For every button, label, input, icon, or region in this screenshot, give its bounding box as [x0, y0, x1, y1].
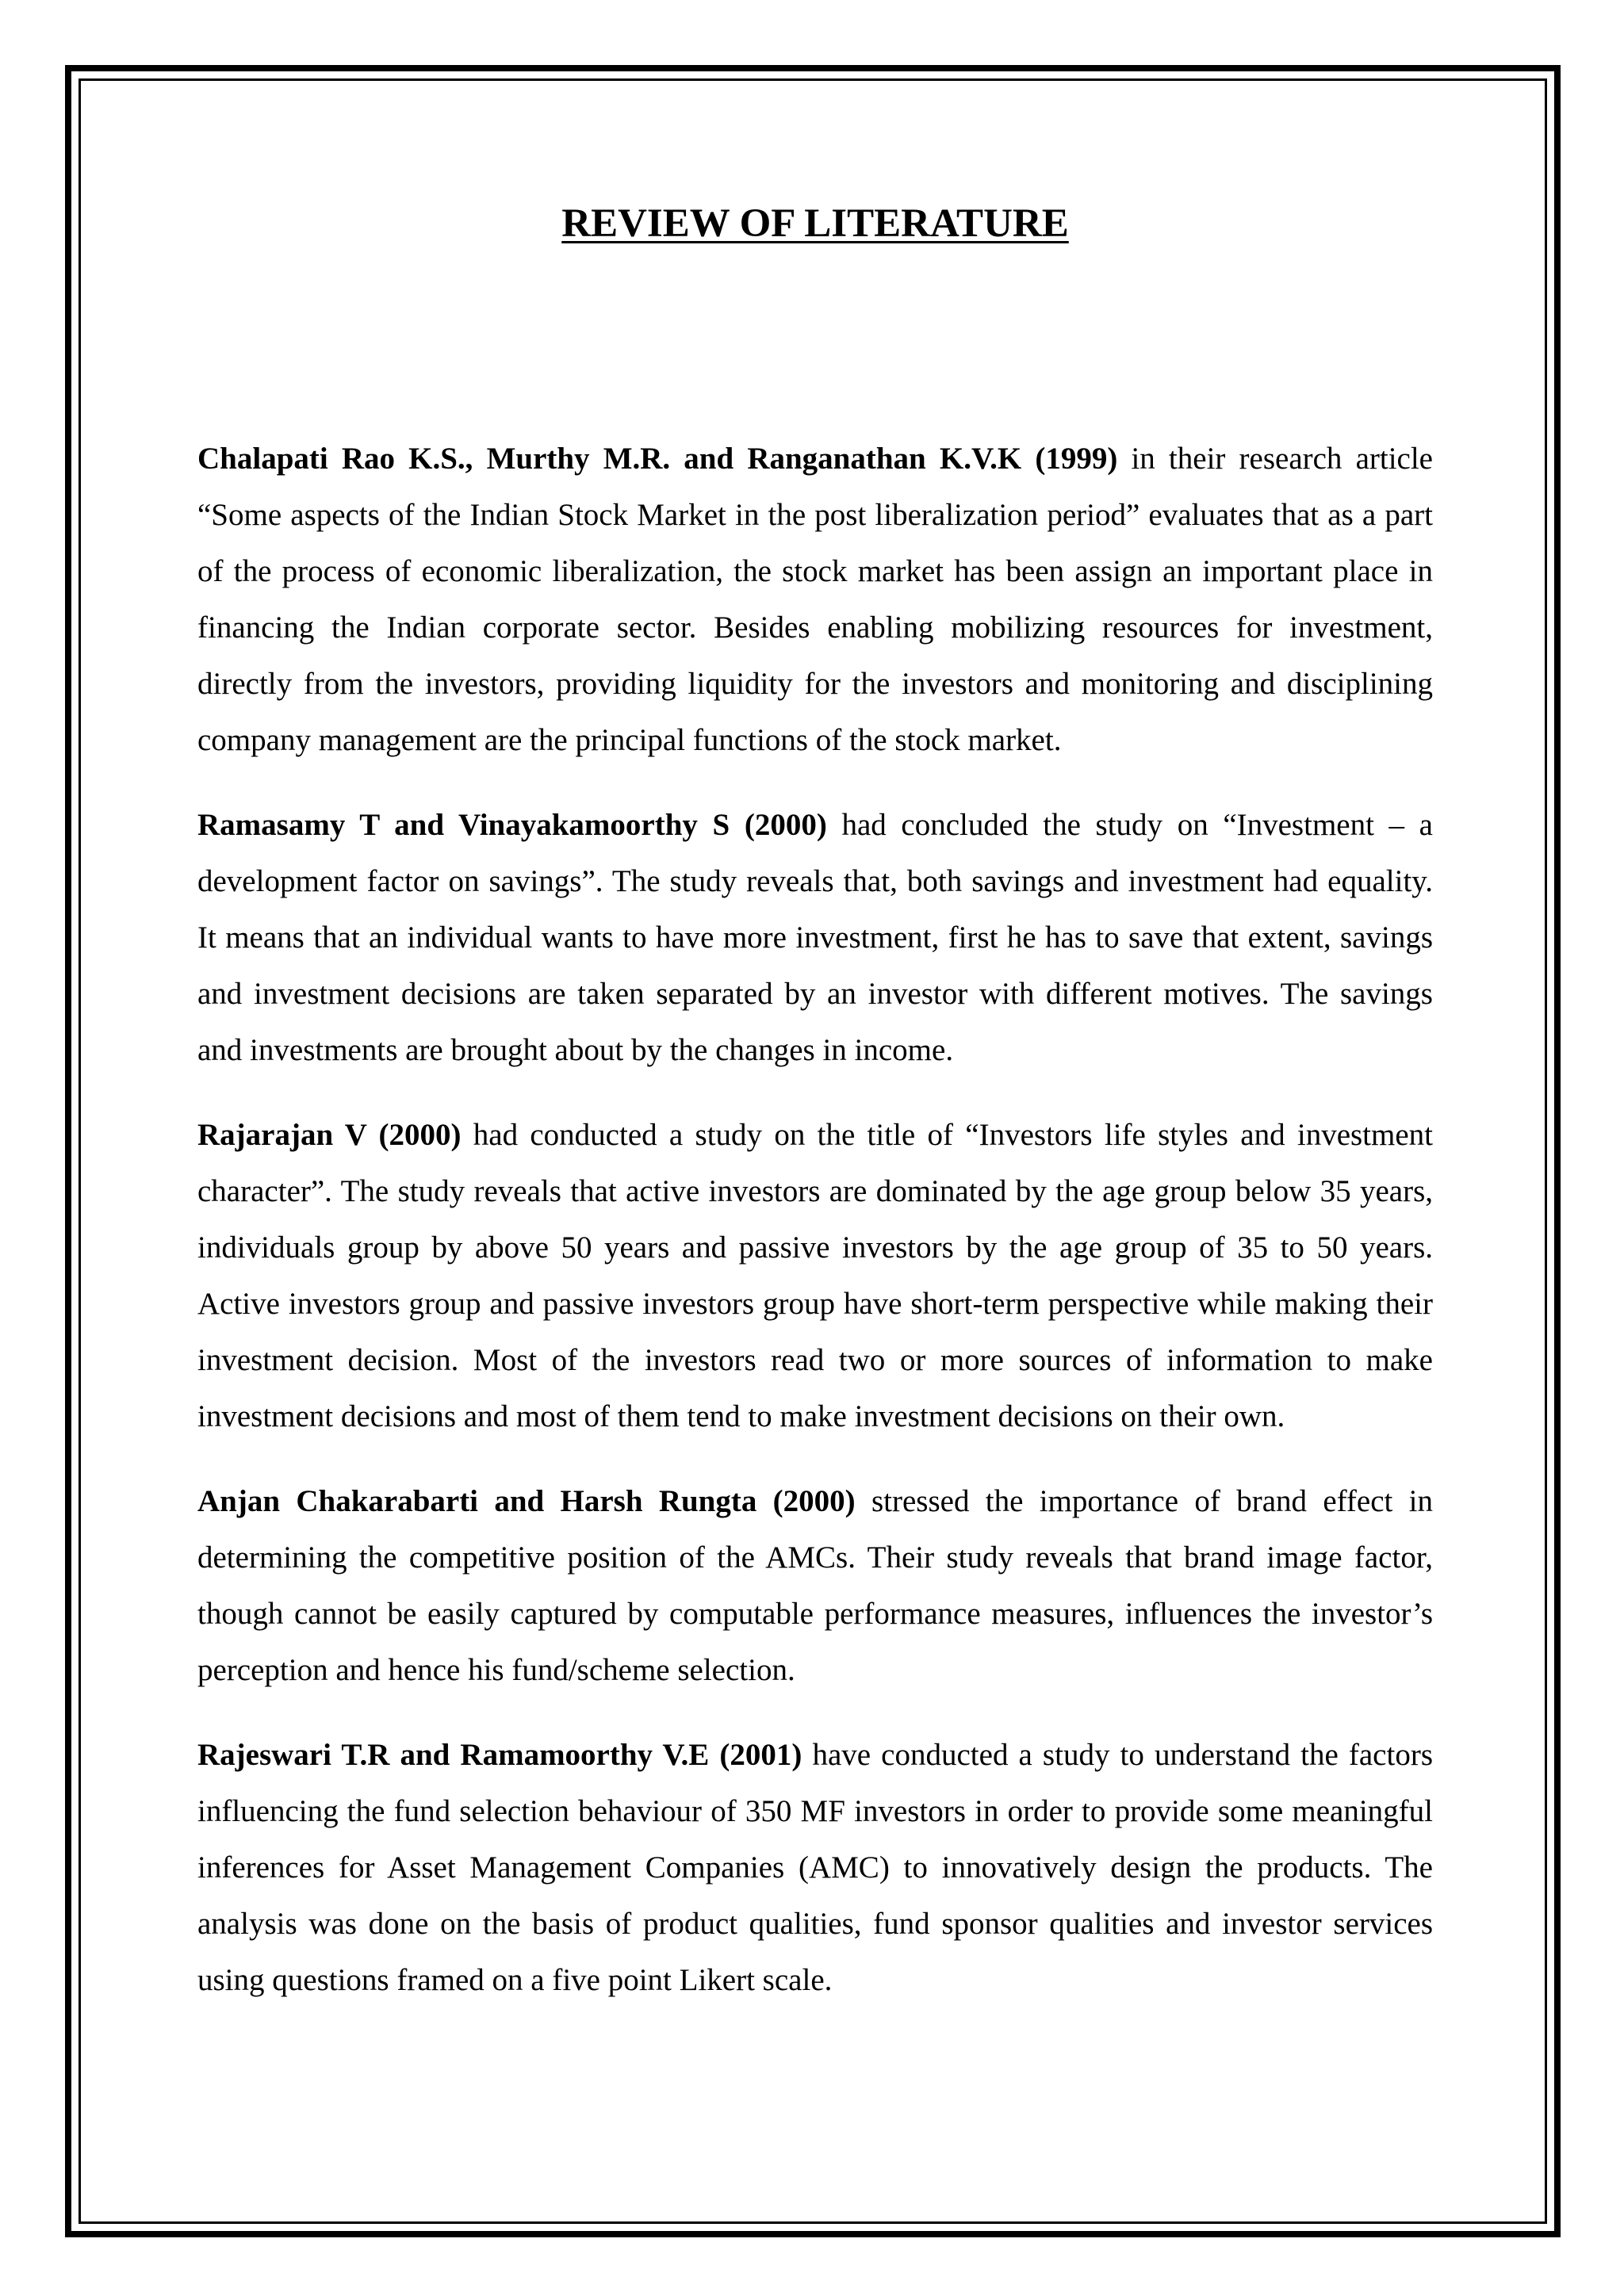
review-paragraph-4: [197, 1473, 1433, 1698]
review-paragraph-2: [197, 797, 1433, 1078]
review-authors-2: Ramasamy T and Vinayakamoorthy S (2000): [197, 808, 827, 842]
review-text-2: had concluded the study on “Investment – a development factor on savings”. The study reveals that, both savings and investment had equality. It means that an individual wants to have more investment, first he has to save that extent, savings and investment decisions are taken separated by an investor with different motives. The savings and investments are brought about by the changes in income.: [197, 808, 1433, 1067]
review-authors-4: Anjan Chakarabarti and Harsh Rungta (2000): [197, 1484, 856, 1518]
review-authors-3: Rajarajan V (2000): [197, 1118, 462, 1152]
review-text-3: had conducted a study on the title of “Investors life styles and investment character”. The study reveals that active investors are dominated by the age group below 35 years, individuals group by above 50 years and passive investors by the age group of 35 to 50 years. Active investors group and passive investors group have short-term perspective while making their investment decision. Most of the investors read two or more sources of information to make investment decisions and most of them tend to make investment decisions on their own.: [197, 1118, 1433, 1433]
review-text-5: have conducted a study to understand the factors influencing the fund selection behaviour of 350 MF investors in order to provide some meaningful inferences for Asset Management Companies (AMC) to innovatively design the products. The analysis was done on the basis of product qualities, fund sponsor qualities and investor services using questions framed on a five point Likert scale.: [197, 1738, 1433, 1997]
review-authors-1: Chalapati Rao K.S., Murthy M.R. and Ranganathan K.V.K (1999): [197, 442, 1118, 476]
review-paragraph-3: [197, 1107, 1433, 1445]
review-text-1: in their research article “Some aspects of the Indian Stock Market in the post liberalization period” evaluates that as a part of the process of economic liberalization, the stock market has been assign an important place in financing the Indian corporate sector. Besides enabling mobilizing resources for investment, directly from the investors, providing liquidity for the investors and monitoring and disciplining company management are the principal functions of the stock market.: [197, 442, 1433, 757]
document-body: [197, 197, 1433, 2037]
page-title: REVIEW OF LITERATURE: [561, 201, 1069, 246]
literature-review-list: [197, 430, 1433, 2008]
review-paragraph-5: [197, 1727, 1433, 2008]
review-text-4: stressed the importance of brand effect in determining the competitive position of the AMCs. Their study reveals that brand image factor, though cannot be easily captured by computable performance measures, influences the investor’s perception and hence his fund/scheme selection.: [197, 1484, 1434, 1687]
review-paragraph-1: [197, 430, 1433, 768]
review-authors-5: Rajeswari T.R and Ramamoorthy V.E (2001): [197, 1738, 802, 1772]
